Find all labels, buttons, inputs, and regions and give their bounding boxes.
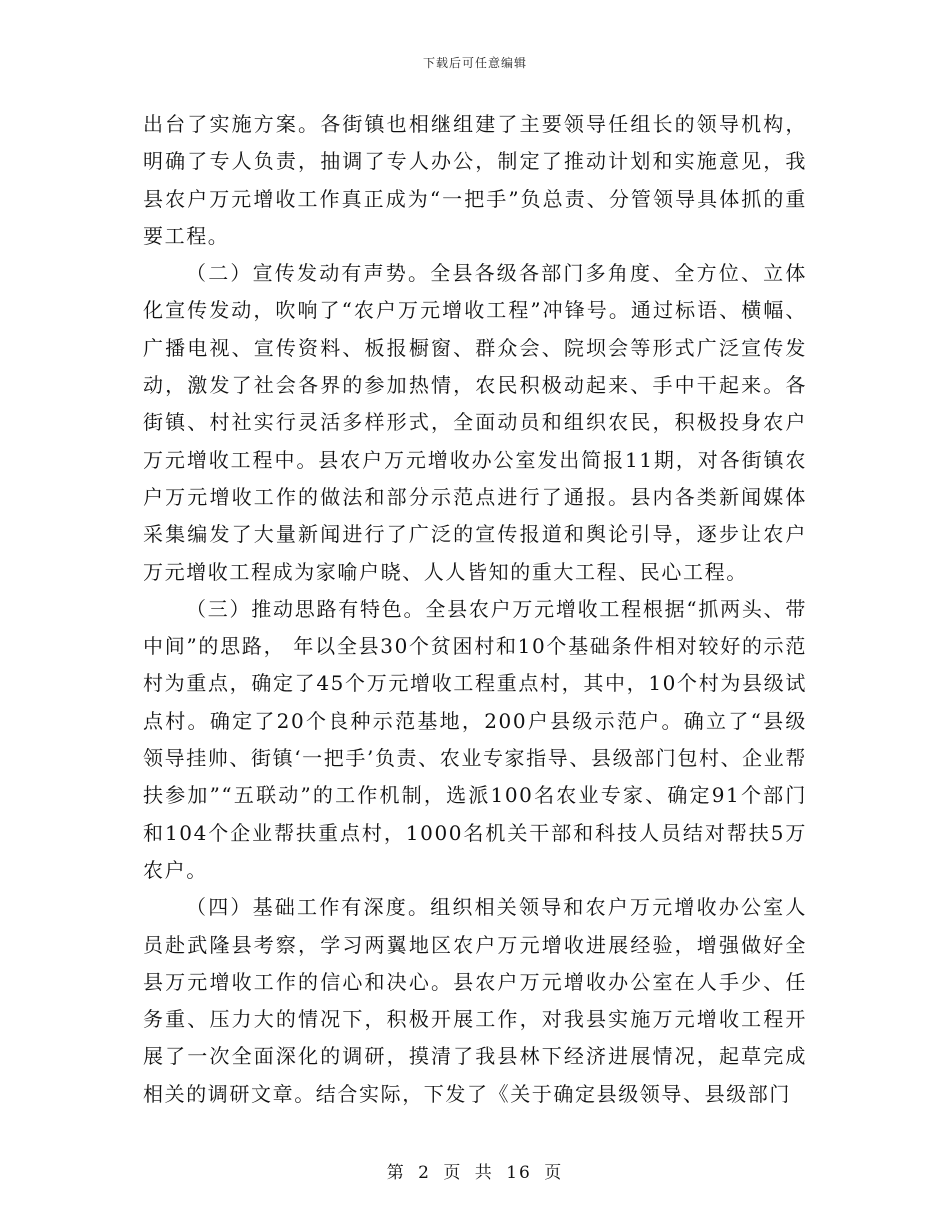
body-text (143, 106, 807, 1113)
paragraph-1: 出台了实施方案。各街镇也相继组建了主要领导任组长的领导机构，明确了专人负责，抽调了专人办公，制定了推动计划和实施意见，我县农户万元增收工作真正成为“一把手”负总责、分管领导具体抓的重要工程。 (143, 112, 807, 248)
paragraph-2: （二）宣传发动有声势。全县各级各部门多角度、全方位、立体化宣传发动，吹响了“农户万元增收工程”冲锋号。通过标语、横幅、广播电视、宣传资料、板报橱窗、群众会、院坝会等形式广泛宣传发动，激发了社会各界的参加热情，农民积极动起来、手中干起来。各街镇、村社实行灵活多样形式，全面动员和组织农民，积极投身农户万元增收工程中。县农户万元增收办公室发出简报11期，对各街镇农户万元增收工作的做法和部分示范点进行了通报。县内各类新闻媒体采集编发了大量新闻进行了广泛的宣传报道和舆论引导，逐步让农户万元增收工程成为家喻户晓、人人皆知的重大工程、民心工程。 (143, 261, 807, 584)
paragraph-4: （四）基础工作有深度。组织相关领导和农户万元增收办公室人员赴武隆县考察，学习两翼地区农户万元增收进展经验，增强做好全县万元增收工作的信心和决心。县农户万元增收办公室在人手少、任务重、压力大的情况下，积极开展工作，对我县实施万元增收工程开展了一次全面深化的调研，摸清了我县林下经济进展情况，起草完成相关的调研文章。结合实际，下发了《关于确定县级领导、县级部门 (143, 895, 807, 1106)
page-header: 下载后可任意编辑 (422, 56, 527, 70)
paragraph-3: （三）推动思路有特色。全县农户万元增收工程根据“抓两头、带中间”的思路， 年以全县30个贫困村和10个基础条件相对较好的示范村为重点，确定了45个万元增收工程重点村，其中，10个村为县级试点村。确定了20个良种示范基地，200户县级示范户。确立了“县级领导挂帅、街镇‘一把手’负责、农业专家指导、县级部门包村、企业帮扶参加”“五联动”的工作机制，选派100名农业专家、确定91个部门和104个企业帮扶重点村，1000名机关干部和科技人员结对帮扶5万农户。 (143, 596, 807, 882)
page-footer: 第 2 页 共 16 页 (386, 1163, 564, 1183)
